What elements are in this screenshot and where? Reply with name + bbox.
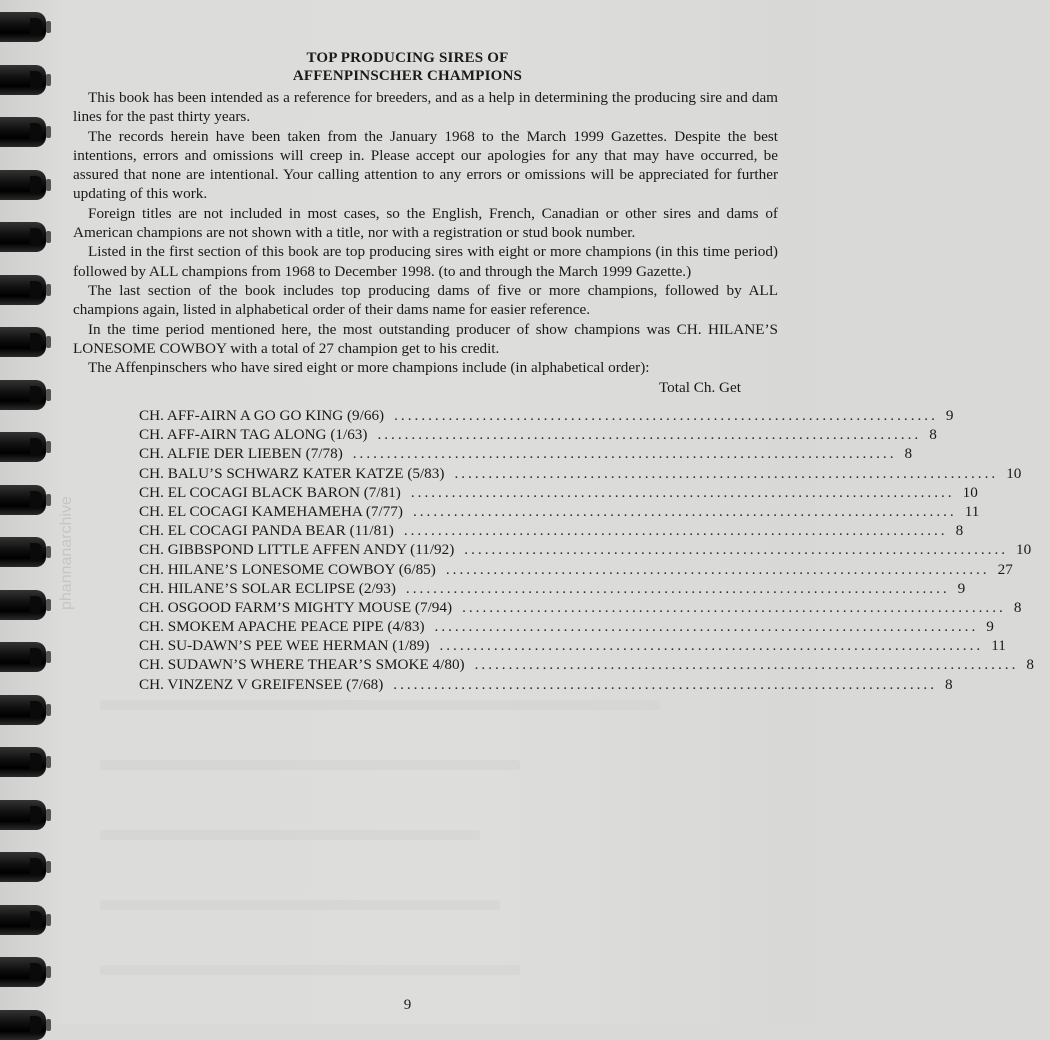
champion-count: 9: [986, 618, 994, 636]
sire-row: [139, 464, 1022, 484]
binding-hole: [46, 389, 51, 401]
bleed-through-text: [100, 700, 660, 710]
binding-ring: [0, 222, 46, 252]
dot-leader: ................................................................................: [352, 445, 897, 463]
champion-count: 10: [1006, 464, 1022, 482]
sire-name: CH. AFF-AIRN A GO GO KING (9/66): [139, 407, 385, 424]
sire-name: CH. EL COCAGI PANDA BEAR (11/81): [139, 522, 394, 540]
bleed-through-text: [100, 760, 520, 770]
dot-leader: ................................................................................: [462, 598, 1006, 616]
bleed-through-text: [100, 965, 520, 975]
sire-row: [139, 598, 1022, 618]
binding-hole: [46, 914, 51, 926]
sire-row: [139, 541, 1032, 560]
sire-name: CH. EL COCAGI KAMEHAMEHA (7/77): [139, 502, 403, 520]
binding-hole: [46, 756, 51, 768]
sires-list: [139, 407, 1034, 695]
binding-hole: [46, 966, 51, 978]
paragraph: The last section of the book includes top producing dams of five or more champions, followed by ALL champions again, listed in alphabetical order of their dams name for easier reference.: [73, 281, 778, 319]
binding-ring: [0, 905, 46, 935]
dot-leader: ................................................................................: [410, 483, 955, 501]
binding-hole: [46, 546, 51, 558]
binding-ring: [0, 800, 46, 830]
sire-row: [139, 560, 1013, 580]
sire-row: [139, 579, 966, 599]
binding-ring: [0, 432, 46, 462]
binding-ring: [0, 1010, 46, 1040]
dot-leader: ................................................................................: [377, 426, 922, 444]
dot-leader: ................................................................................: [439, 637, 984, 655]
sire-name: CH. SMOKEM APACHE PEACE PIPE (4/83): [139, 618, 425, 636]
sire-name: CH. BALU’S SCHWARZ KATER KATZE (5/83): [139, 464, 445, 482]
binding-ring: [0, 12, 46, 42]
champion-count: 8: [1026, 656, 1034, 674]
champion-count: 8: [945, 675, 953, 693]
champion-count: 8: [1013, 598, 1022, 616]
total-column-header: Total Ch. Get: [658, 379, 741, 396]
binding-hole: [46, 284, 51, 296]
paragraph: The records herein have been taken from the January 1968 to the March 1999 Gazettes. Despite the best intentions, errors and omissions will creep in. Please accept our apologies for any that may have occurred, be assured that none are intentional. Your calling attention to any errors or omissions will be appreciated for further updating of this work.: [73, 127, 778, 203]
sire-name: CH. HILANE’S SOLAR ECLIPSE (2/93): [139, 579, 396, 597]
bleed-through-text: [100, 900, 500, 910]
binding-ring: [0, 327, 46, 357]
binding-hole: [46, 21, 51, 33]
binding-hole: [46, 1019, 51, 1031]
sire-name: CH. EL COCAGI BLACK BARON (7/81): [139, 483, 401, 501]
paragraph: This book has been intended as a reference for breeders, and as a help in determining the producing sire and dam lines for the past thirty years.: [73, 89, 778, 126]
dot-leader: ................................................................................: [474, 656, 1019, 674]
dot-leader: ................................................................................: [434, 618, 979, 636]
binding-hole: [46, 126, 51, 138]
page-title-line-1: TOP PRODUCING SIRES OF: [306, 50, 509, 66]
sire-row: [139, 502, 980, 522]
spiral-binding: [0, 0, 60, 1024]
binding-ring: [0, 170, 46, 200]
sire-row: [139, 483, 978, 503]
binding-hole: [46, 809, 51, 821]
watermark: phannanarchive: [58, 496, 75, 610]
binding-hole: [46, 231, 51, 243]
page-title-line-2: AFFENPINSCHER CHAMPIONS: [292, 68, 523, 84]
champion-count: 10: [1016, 541, 1032, 559]
binding-hole: [46, 861, 51, 873]
sire-name: CH. SU-DAWN’S PEE WEE HERMAN (1/89): [139, 637, 430, 655]
sire-name: CH. OSGOOD FARM’S MIGHTY MOUSE (7/94): [139, 598, 453, 616]
binding-hole: [46, 494, 51, 506]
binding-ring: [0, 747, 46, 777]
dot-leader: ................................................................................: [405, 579, 950, 597]
binding-ring: [0, 590, 46, 620]
champion-count: 11: [991, 637, 1006, 655]
champion-count: 9: [957, 579, 966, 597]
sire-row: [139, 426, 937, 445]
binding-ring: [0, 485, 46, 515]
sire-row: [139, 656, 1034, 675]
champion-count: 10: [962, 483, 978, 501]
sire-name: CH. VINZENZ V GREIFENSEE (7/68): [139, 675, 384, 693]
champion-count: 27: [997, 560, 1013, 578]
binding-ring: [0, 117, 46, 147]
champion-count: 8: [904, 445, 913, 463]
sire-name: CH. GIBBSPOND LITTLE AFFEN ANDY (11/92): [139, 541, 455, 559]
binding-hole: [46, 599, 51, 611]
binding-ring: [0, 695, 46, 725]
binding-hole: [46, 704, 51, 716]
sire-name: CH. HILANE’S LONESOME COWBOY (6/85): [139, 560, 436, 578]
sire-row: [139, 445, 913, 464]
binding-ring: [0, 537, 46, 567]
sire-row: [139, 618, 994, 637]
paragraph: In the time period mentioned here, the most outstanding producer of show champions was CH. HILANE’S LONESOME COWBOY with a total of 27 champion get to his credit.: [73, 320, 778, 357]
binding-ring: [0, 275, 46, 305]
dot-leader: ................................................................................: [445, 560, 990, 578]
page-number: 9: [403, 997, 412, 1013]
sire-name: CH. ALFIE DER LIEBEN (7/78): [139, 445, 343, 463]
binding-ring: [0, 957, 46, 987]
binding-hole: [46, 179, 51, 191]
sire-name: CH. AFF-AIRN TAG ALONG (1/63): [139, 426, 368, 444]
intro-text: [73, 88, 778, 377]
champion-count: 8: [929, 426, 937, 444]
binding-ring: [0, 380, 46, 410]
champion-count: 9: [945, 407, 954, 424]
binding-hole: [46, 441, 51, 453]
sire-row: [139, 675, 953, 695]
dot-leader: ................................................................................: [412, 502, 957, 520]
dot-leader: ................................................................................: [464, 541, 1009, 559]
binding-ring: [0, 642, 46, 672]
dot-leader: ................................................................................: [403, 522, 948, 540]
sire-row: [139, 637, 1006, 656]
sire-name: CH. SUDAWN’S WHERE THEAR’S SMOKE 4/80): [139, 656, 465, 674]
sire-row: [139, 407, 954, 426]
binding-hole: [46, 651, 51, 663]
sire-row: [139, 522, 964, 541]
dot-leader: ................................................................................: [393, 675, 938, 693]
dot-leader: ................................................................................: [394, 407, 938, 424]
binding-hole: [46, 336, 51, 348]
champion-count: 8: [955, 522, 964, 540]
paragraph: Listed in the first section of this book are top producing sires with eight or more champions (in this time period) followed by ALL champions from 1968 to December 1998. (to and through the March 1999 Gazette.): [73, 243, 778, 280]
paragraph: Foreign titles are not included in most cases, so the English, French, Canadian or other sires and dams of American champions are not shown with a title, nor with a registration or stud book number.: [73, 204, 778, 242]
paragraph: The Affenpinschers who have sired eight or more champions include (in alphabetical order):: [88, 359, 650, 377]
bleed-through-text: [100, 830, 480, 840]
binding-ring: [0, 852, 46, 882]
champion-count: 11: [964, 502, 980, 520]
dot-leader: ................................................................................: [454, 464, 999, 482]
